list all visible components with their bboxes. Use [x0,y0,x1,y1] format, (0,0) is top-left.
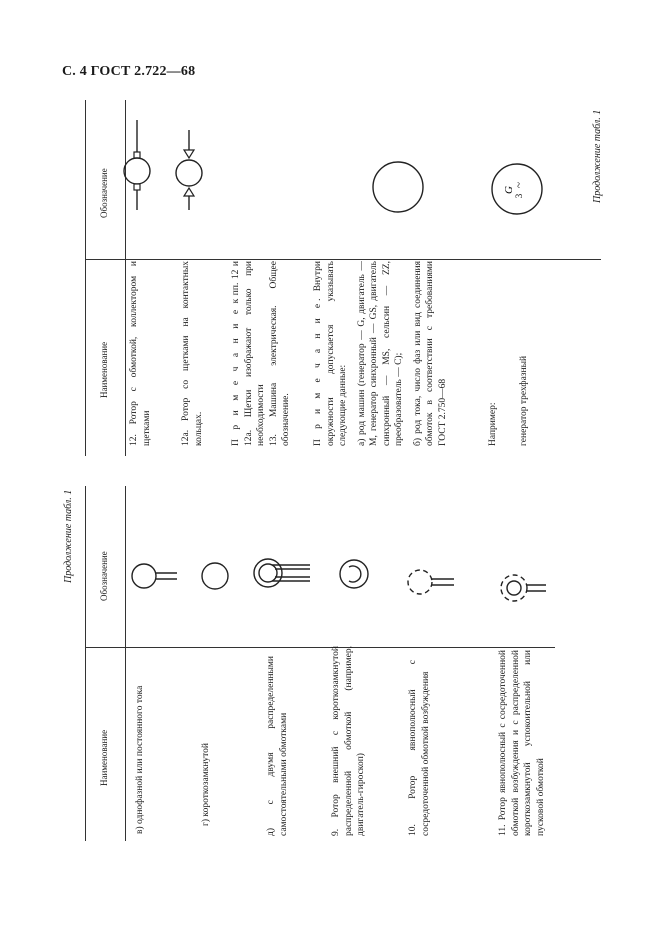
table-1-row-2: г) короткозамкнутой [201,742,211,826]
table-2-row-12a: 12а. Ротор со щетками на контактных кольцах. [181,261,204,446]
table-2-continuation-label: Продолжение табл. 1 [592,109,603,203]
table-2-outer-left [85,100,86,456]
electric-machine-symbol [370,158,430,218]
rotor-salient-pole-damper-symbol [494,570,554,606]
table-2-row-13: П р и м е ч а н и е к пп. 12 и 12а. Щетки изображают только при необходимости 13. Машина электрическая. Общее обозначение. [231,261,291,446]
table-2-note-13: П р и м е ч а н и е. Внутри окружности допускается указывать следующие данные: а) род машин (генератор — G, двигатель — M, генератор синхронный — GS, двигатель синхронный — MS, сельсин — ZZ, преобразователь — C); б) род тока, число фаз или вид соединения обмоток в соответствии с требованиями ГОСТ 2.750—68 [313,261,448,446]
generator-phase-count: 3 [514,193,524,199]
table-2-header-designation: Обозначение [99,168,109,218]
table-2-row-12: 12. Ротор с обмоткой, коллектором и щетками [129,261,152,446]
table-1-row-5: 10. Ротор явнополюсный с сосредоточенной обмоткой возбуждения [408,660,431,836]
table-2-column-rule [85,259,601,260]
generator-ac-tilde: ~ [513,182,525,188]
rotor-slip-ring-brushes-symbol [170,130,210,210]
table-1-continuation-label: Продолжение табл. 1 [63,489,74,583]
rotor-salient-pole-symbol [400,564,460,600]
three-phase-generator-symbol [488,160,548,220]
rotor-two-windings-symbol [250,554,320,594]
table-1-header-rule [125,486,126,841]
table-2-header-name: Наименование [99,341,109,398]
table-2-example-text: генератор трехфазный [519,355,529,446]
table-1-row-3: д) с двумя распределенными самостоятельными обмотками [266,656,289,836]
table-1-row-6: 11. Ротор явнополюсный с сосредоточенной обмоткой возбуждения и с распределенной короткозамкнутой успокоительной или пусковой обмоткой [498,650,546,836]
table-1-header-designation: Обозначение [99,551,109,601]
rotor-single-phase-symbol [120,560,190,592]
rotor-external-symbol [336,556,376,592]
table-1-header-name: Наименование [99,729,109,786]
table-1-column-rule [85,647,555,648]
table-1-row-4: 9. Ротор внешний с короткозамкнутой распределенной обмоткой (например, двигатель-гироскоп) [331,646,366,836]
page-header: С. 4 ГОСТ 2.722—68 [62,64,196,79]
generator-letter: G [503,186,515,194]
note-heading-1: П р и м е ч а н и е [231,306,241,446]
note-heading-2: П р и м е ч а н и е. [313,295,323,446]
table-1-outer-left [85,486,86,841]
rotor-squirrel-cage-symbol [196,560,236,592]
rotor-commutator-brushes-symbol [118,120,158,210]
table-1-row-1: в) однофазной или постоянного тока [135,685,145,834]
table-2-example-label: Например: [488,402,498,446]
